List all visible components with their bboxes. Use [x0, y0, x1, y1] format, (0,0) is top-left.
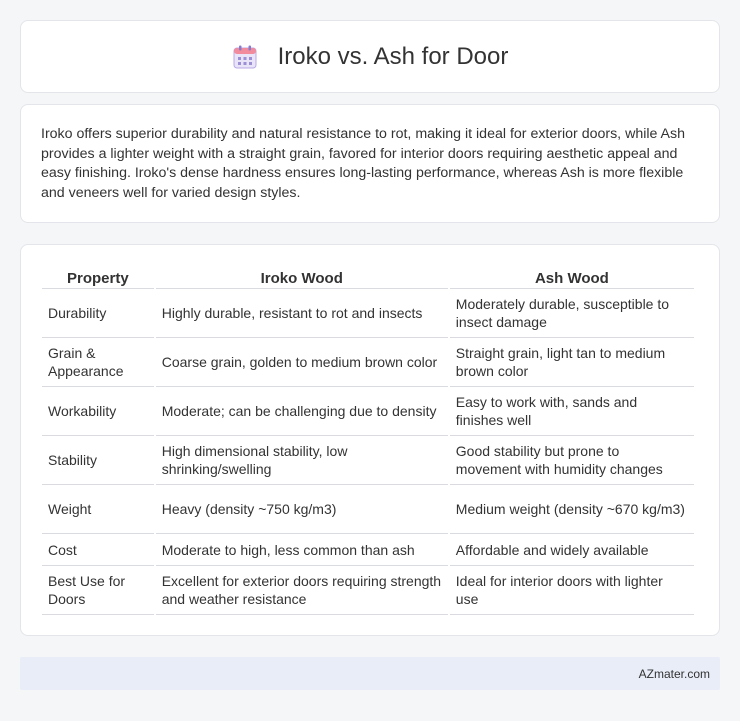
row-property: Cost [42, 534, 154, 566]
footer-brand: AZmater.com [638, 666, 710, 681]
page-title: Iroko vs. Ash for Door [277, 42, 509, 70]
table-row [42, 436, 694, 485]
table-row [42, 289, 694, 338]
row-property: Weight [42, 485, 154, 534]
comparison-table [40, 265, 696, 615]
row-ash: Affordable and widely available [450, 534, 694, 566]
row-iroko: Moderate to high, less common than ash [156, 534, 448, 566]
row-property: Grain & Appearance [42, 338, 154, 387]
row-iroko: Coarse grain, golden to medium brown color [156, 338, 448, 387]
row-iroko: High dimensional stability, low shrinking/swelling [156, 436, 448, 485]
row-ash: Medium weight (density ~670 kg/m3) [450, 485, 694, 534]
table-row [42, 338, 694, 387]
table-row [42, 566, 694, 615]
row-iroko: Excellent for exterior doors requiring strength and weather resistance [156, 566, 448, 615]
calendar-icon [232, 44, 258, 70]
row-property: Durability [42, 289, 154, 338]
table-header-row [42, 265, 694, 289]
header-property: Property [42, 265, 154, 289]
title-card [20, 20, 720, 93]
summary-card [20, 104, 720, 223]
row-ash: Moderately durable, susceptible to insect damage [450, 289, 694, 338]
table-row [42, 387, 694, 436]
row-iroko: Heavy (density ~750 kg/m3) [156, 485, 448, 534]
footer [20, 657, 720, 690]
row-ash: Ideal for interior doors with lighter use [450, 566, 694, 615]
row-property: Workability [42, 387, 154, 436]
row-ash: Easy to work with, sands and finishes well [450, 387, 694, 436]
table-row [42, 534, 694, 566]
header-ash: Ash Wood [450, 265, 694, 289]
row-property: Best Use for Doors [42, 566, 154, 615]
summary-text: Iroko offers superior durability and natural resistance to rot, making it ideal for exterior doors, while Ash provides a lighter weight with a straight grain, favored for interior doors requiring aesthetic appeal and easy finishing. Iroko's dense hardness ensures long-lasting performance, whereas Ash is more flexible and veneers well for varied design styles. [41, 126, 686, 201]
row-iroko: Highly durable, resistant to rot and insects [156, 289, 448, 338]
row-iroko: Moderate; can be challenging due to density [156, 387, 448, 436]
comparison-table-card [20, 244, 720, 636]
row-ash: Good stability but prone to movement with humidity changes [450, 436, 694, 485]
header-iroko: Iroko Wood [156, 265, 448, 289]
row-ash: Straight grain, light tan to medium brown color [450, 338, 694, 387]
table-row [42, 485, 694, 534]
row-property: Stability [42, 436, 154, 485]
